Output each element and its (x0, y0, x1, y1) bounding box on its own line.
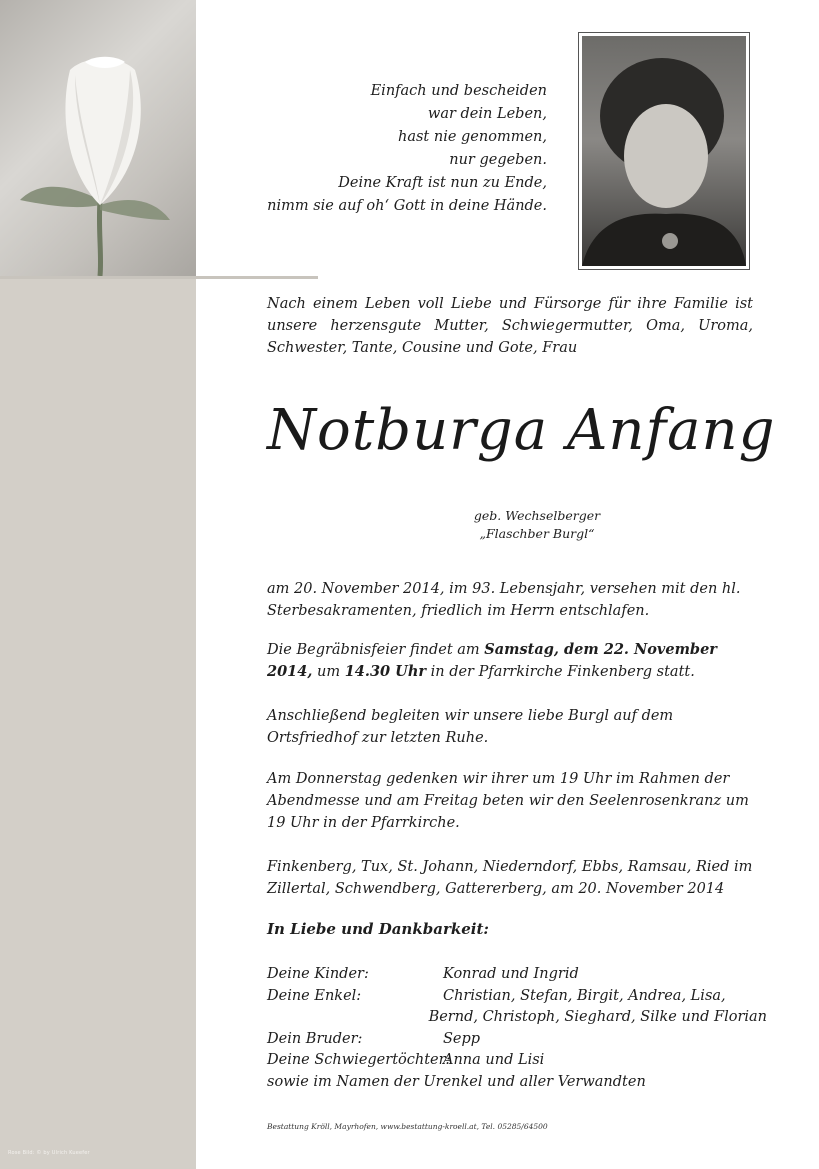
family-closing: sowie im Namen der Urenkel und aller Verwandten (267, 1073, 646, 1090)
family-role: Dein Bruder: (267, 1030, 363, 1047)
family-row (267, 1007, 767, 1029)
poem-line: Einfach und bescheiden (370, 83, 547, 99)
deceased-name: Notburga Anfang (267, 398, 776, 463)
thanks-heading: In Liebe und Dankbarkeit: (267, 920, 489, 938)
poem-line: war dein Leben, (427, 106, 547, 122)
funeral-text (267, 639, 753, 683)
poem-line: nur gegeben. (449, 152, 547, 168)
family-names: Konrad und Ingrid (443, 966, 579, 982)
family-row (267, 986, 767, 1008)
person-icon (582, 36, 746, 266)
poem-line: Deine Kraft ist nun zu Ende, (338, 175, 547, 191)
poem-line: hast nie genommen, (398, 129, 547, 145)
death-text: am 20. November 2014, im 93. Lebensjahr, versehen mit den hl. Sterbesakramenten, friedlich im Herrn entschlafen. (267, 581, 741, 619)
family-role: Deine Schwiegertöchter: (267, 1052, 451, 1068)
birth-info (267, 507, 807, 543)
birth-name: geb. Wechselberger (473, 508, 601, 523)
places-text: Finkenberg, Tux, St. Johann, Niederndorf, Ebbs, Ramsau, Ried im Zillertal, Schwendberg, Gattererberg, am 20. November 2014 (267, 859, 753, 897)
family-names: Sepp (443, 1030, 481, 1047)
portrait-image (582, 36, 746, 266)
image-credit: Rose Bild: © by Ulrich Kueefer (8, 1150, 90, 1156)
family-row (267, 964, 767, 986)
funeral-text-3: in der Pfarrkirche Finkenberg statt. (426, 664, 695, 680)
family-names: Bernd, Christoph, Sieghard, Silke und Florian (428, 1009, 767, 1025)
nickname: „Flaschber Burgl“ (479, 526, 595, 541)
family-role: Deine Enkel: (267, 987, 362, 1004)
family-role (267, 1007, 429, 1029)
rose-icon (0, 0, 196, 276)
intro-text: Nach einem Leben voll Liebe und Fürsorge für ihre Familie ist unsere herzensgute Mutter, Schwiegermutter, Oma, Uroma, Schwester, Tante, Cousine und Gote, Frau (267, 296, 753, 356)
divider-line (0, 276, 318, 279)
prayer-text: Am Donnerstag gedenken wir ihrer um 19 Uhr im Rahmen der Abendmesse und am Freitag beten wir den Seelenrosenkranz um 19 Uhr in der Pfarrkirche. (267, 771, 749, 831)
burial-text: Anschließend begleiten wir unsere liebe Burgl auf dem Ortsfriedhof zur letzten Ruhe. (267, 708, 674, 746)
funeral-date: Samstag, dem 22. November 2014, (267, 641, 717, 680)
funeral-home-footer: Bestattung Kröll, Mayrhofen, www.bestattung-kroell.at, Tel. 05285/64500 (267, 1122, 548, 1131)
funeral-text-2: um (312, 664, 345, 680)
poem-line: nimm sie auf oh‘ Gott in deine Hände. (267, 198, 547, 214)
family-row (267, 1050, 767, 1072)
family-names: Anna und Lisi (443, 1052, 545, 1068)
funeral-text-1: Die Begräbnisfeier findet am (267, 642, 485, 658)
poem (247, 80, 547, 218)
family-names: Christian, Stefan, Birgit, Andrea, Lisa, (443, 987, 726, 1004)
family-role: Deine Kinder: (267, 966, 369, 982)
portrait-photo (578, 32, 750, 270)
sidebar (0, 0, 196, 1169)
family-list (267, 964, 767, 1093)
rose-image (0, 0, 196, 276)
family-row (267, 1029, 767, 1051)
funeral-time: 14.30 Uhr (344, 663, 426, 680)
